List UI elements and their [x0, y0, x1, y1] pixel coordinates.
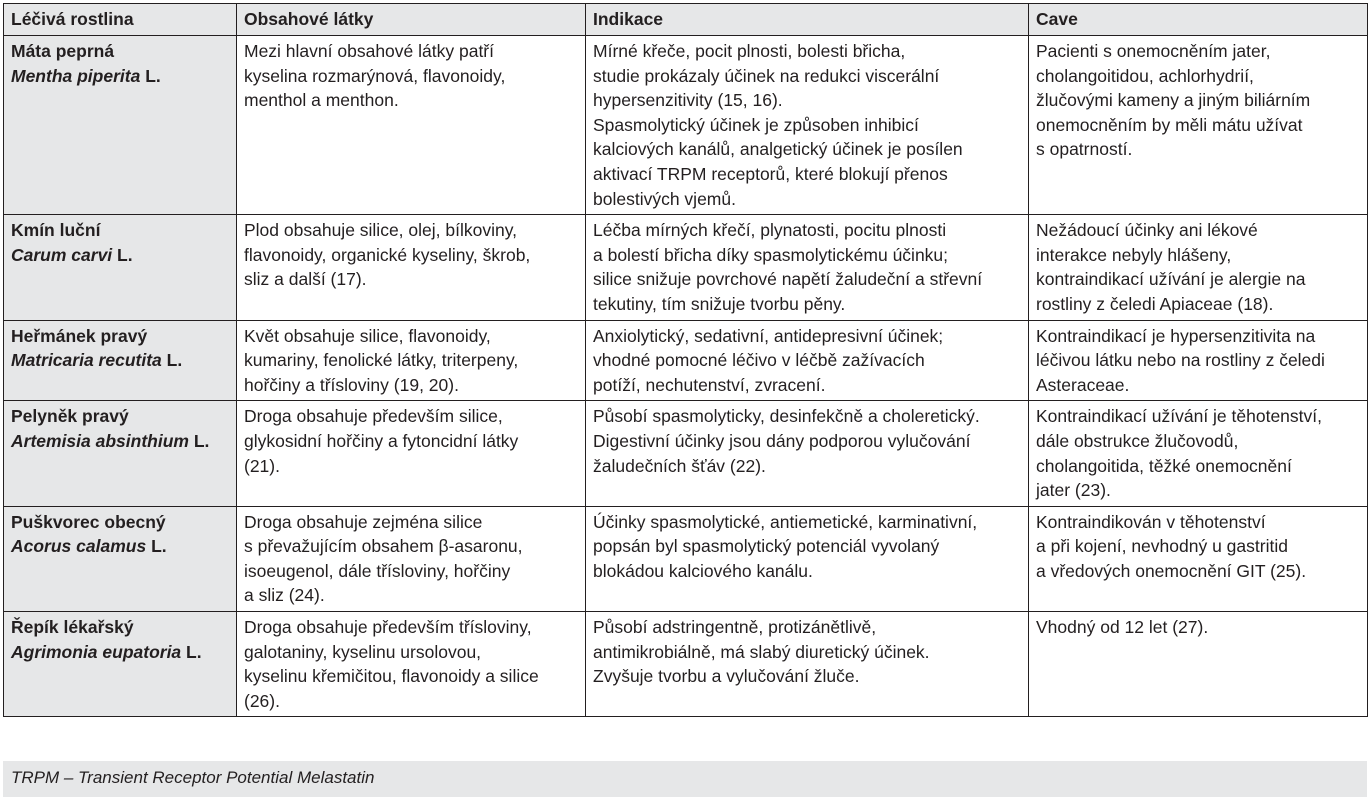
herbal-table [3, 3, 1368, 717]
plant-latin-name: Mentha piperita [11, 65, 141, 86]
indications-line: studie prokázaly účinek na redukci viscerální [593, 65, 940, 86]
plant-cell [4, 320, 237, 401]
indications-cell [586, 506, 1029, 611]
cave-line: Pacienti s onemocněním jater, [1036, 41, 1271, 61]
plant-latin-line [11, 64, 230, 89]
cave-line: a vředových onemocnění GIT (25). [1036, 560, 1307, 581]
cave-line: Vhodný od 12 let (27). [1036, 617, 1209, 638]
indications-line: antimikrobiálně, má slabý diuretický účinek. [593, 641, 930, 662]
plant-latin-name: Carum carvi [11, 244, 113, 265]
indications-cell [586, 215, 1029, 320]
cave-line: dále obstrukce žlučovodů, [1036, 430, 1239, 451]
substances-line: hořčiny a třísloviny (19, 20). [244, 374, 459, 395]
substances-line: glykosidní hořčiny a fytoncidní látky [244, 430, 519, 451]
cave-cell [1029, 36, 1368, 215]
substances-line: galotaniny, kyselinu ursolovou, [244, 641, 482, 662]
cave-line: cholangoitidou, achlorhydrií, [1036, 65, 1254, 86]
substances-line: isoeugenol, dále třísloviny, hořčiny [244, 560, 511, 581]
plant-cell [4, 612, 237, 717]
plant-latin-line [11, 429, 230, 454]
plant-cell [4, 36, 237, 215]
cave-line: interakce nebyly hlášeny, [1036, 244, 1232, 265]
substances-line: s převažujícím obsahem β-asaronu, [244, 536, 523, 557]
substances-line: Květ obsahuje silice, flavonoidy, [244, 325, 491, 346]
indications-line: Spasmolytický účinek je způsoben inhibicí [593, 114, 919, 135]
indications-line: žaludečních šťáv (22). [593, 455, 766, 476]
cave-line: léčivou látku nebo na rostliny z čeledi [1036, 350, 1325, 371]
plant-latin-name: Acorus calamus [11, 536, 147, 557]
substances-line: Mezi hlavní obsahové látky patří [244, 41, 494, 61]
header-cave: Cave [1029, 4, 1368, 36]
indications-cell [586, 401, 1029, 506]
plant-author: L. [181, 641, 202, 662]
cave-line: rostliny z čeledi Apiaceae (18). [1036, 293, 1274, 314]
cave-line: žlučovými kameny a jiným biliárním [1036, 90, 1311, 111]
plant-author: L. [146, 536, 167, 557]
indications-line: potíží, nechutenství, zvracení. [593, 374, 826, 395]
table-row [4, 320, 1368, 401]
cave-line: s opatrností. [1036, 139, 1133, 160]
cave-line: Nežádoucí účinky ani lékové [1036, 220, 1258, 241]
table-header-row [4, 4, 1368, 36]
substances-line: kyselinu křemičitou, flavonoidy a silice [244, 666, 539, 687]
plant-name: Pelyněk pravý [11, 406, 129, 427]
plant-name: Řepík lékařský [11, 617, 134, 638]
indications-line: blokádou kalciového kanálu. [593, 560, 813, 581]
substances-cell [237, 215, 586, 320]
plant-author: L. [140, 65, 161, 86]
indications-line: tekutiny, tím snižuje tvorbu pěny. [593, 293, 846, 314]
plant-latin-line [11, 243, 230, 268]
substances-cell [237, 612, 586, 717]
substances-line: Droga obsahuje především třísloviny, [244, 617, 532, 638]
plant-latin-name: Agrimonia eupatoria [11, 641, 182, 662]
substances-line: Plod obsahuje silice, olej, bílkoviny, [244, 220, 518, 241]
table-row [4, 215, 1368, 320]
cave-line: Asteraceae. [1036, 374, 1130, 395]
plant-cell [4, 506, 237, 611]
indications-line: kalciových kanálů, analgetický účinek je posílen [593, 139, 963, 160]
substances-line: Droga obsahuje zejména silice [244, 511, 483, 532]
substances-line: flavonoidy, organické kyseliny, škrob, [244, 244, 531, 265]
substances-line: (21). [244, 455, 280, 476]
substances-line: menthol a menthon. [244, 90, 399, 111]
indications-line: Působí spasmolyticky, desinfekčně a choleretický. [593, 406, 980, 427]
indications-line: vhodné pomocné léčivo v léčbě zažívacích [593, 350, 925, 371]
cave-cell [1029, 612, 1368, 717]
indications-line: Působí adstringentně, protizánětlivě, [593, 617, 877, 638]
cave-line: jater (23). [1036, 480, 1111, 501]
indications-cell [586, 36, 1029, 215]
header-plant: Léčivá rostlina [4, 4, 237, 36]
plant-cell [4, 215, 237, 320]
indications-line: Léčba mírných křečí, plynatosti, pocitu plnosti [593, 220, 947, 241]
indications-line: a bolestí břicha díky spasmolytickému účinku; [593, 244, 949, 265]
plant-cell [4, 401, 237, 506]
indications-line: popsán byl spasmolytický potenciál vyvolaný [593, 536, 940, 557]
plant-author: L. [161, 350, 183, 371]
substances-line: Droga obsahuje především silice, [244, 406, 503, 427]
indications-line: aktivací TRPM receptorů, které blokují přenos [593, 163, 948, 184]
indications-line: Účinky spasmolytické, antiemetické, karminativní, [593, 511, 978, 532]
cave-line: kontraindikací užívání je alergie na [1036, 269, 1306, 290]
cave-line: onemocněním by měli mátu užívat [1036, 114, 1303, 135]
plant-name: Kmín luční [11, 220, 101, 241]
table-row [4, 36, 1368, 215]
header-indications: Indikace [586, 4, 1029, 36]
cave-line: Kontraindikován v těhotenství [1036, 511, 1266, 532]
cave-line: cholangoitida, těžké onemocnění [1036, 455, 1292, 476]
substances-line: kyselina rozmarýnová, flavonoidy, [244, 65, 506, 86]
plant-author: L. [188, 430, 210, 451]
plant-latin-name: Matricaria recutita [11, 350, 162, 371]
plant-latin-line [11, 348, 230, 373]
indications-line: Zvyšuje tvorbu a vylučování žluče. [593, 666, 860, 687]
plant-name: Máta peprná [11, 41, 115, 61]
indications-line: silice snižuje povrchové napětí žaludeční a střevní [593, 269, 983, 290]
plant-author: L. [112, 244, 133, 265]
plant-name: Puškvorec obecný [11, 511, 166, 532]
indications-cell [586, 612, 1029, 717]
substances-line: a sliz (24). [244, 585, 325, 606]
plant-latin-name: Artemisia absinthium [11, 430, 189, 451]
substances-cell [237, 36, 586, 215]
cave-cell [1029, 506, 1368, 611]
indications-line: hypersenzitivity (15, 16). [593, 90, 783, 111]
substances-line: sliz a další (17). [244, 269, 367, 290]
indications-line: Mírné křeče, pocit plnosti, bolesti břicha, [593, 41, 906, 61]
cave-cell [1029, 401, 1368, 506]
table-row [4, 612, 1368, 717]
cave-line: Kontraindikací užívání je těhotenství, [1036, 406, 1322, 427]
substances-cell [237, 320, 586, 401]
plant-latin-line [11, 640, 230, 665]
table-row [4, 401, 1368, 506]
indications-cell [586, 320, 1029, 401]
table-row [4, 506, 1368, 611]
substances-line: (26). [244, 690, 280, 711]
cave-line: a při kojení, nevhodný u gastritid [1036, 536, 1288, 557]
cave-cell [1029, 320, 1368, 401]
indications-line: Anxiolytický, sedativní, antidepresivní účinek; [593, 325, 944, 346]
plant-latin-line [11, 534, 230, 559]
substances-cell [237, 506, 586, 611]
indications-line: bolestivých vjemů. [593, 188, 736, 209]
substances-line: kumariny, fenolické látky, triterpeny, [244, 350, 519, 371]
plant-name: Heřmánek pravý [11, 325, 148, 346]
cave-line: Kontraindikací je hypersenzitivita na [1036, 325, 1316, 346]
header-substances: Obsahové látky [237, 4, 586, 36]
indications-line: Digestivní účinky jsou dány podporou vylučování [593, 430, 971, 451]
footnote: TRPM – Transient Receptor Potential Melastatin [3, 761, 1367, 797]
substances-cell [237, 401, 586, 506]
cave-cell [1029, 215, 1368, 320]
